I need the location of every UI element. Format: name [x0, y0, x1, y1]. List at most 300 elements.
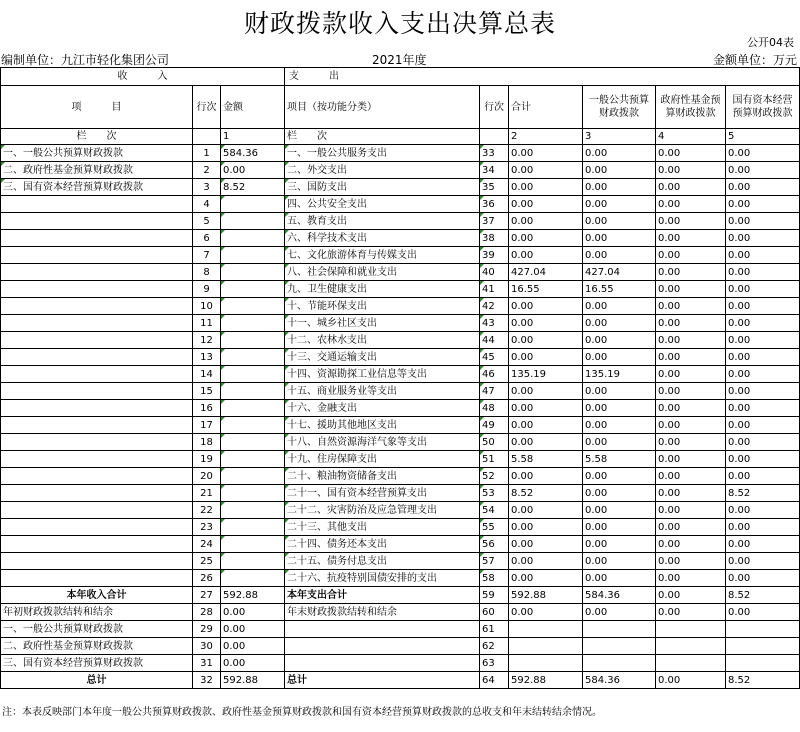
expense-general: 16.55: [583, 281, 656, 298]
income-amount: [221, 434, 285, 451]
income-item: [1, 366, 193, 383]
income-amount: [221, 451, 285, 468]
summary-expense-label: [285, 621, 480, 638]
expense-general: 0.00: [583, 332, 656, 349]
expense-general: 0.00: [583, 536, 656, 553]
income-amount: [221, 298, 285, 315]
expense-gov-fund: 0.00: [656, 298, 726, 315]
income-item: [1, 264, 193, 281]
table-row: [1, 485, 800, 502]
table-row: [1, 213, 800, 230]
expense-item: 四、公共安全支出: [285, 196, 480, 213]
expense-state-capital: 0.00: [726, 570, 800, 587]
summary-empty: [656, 655, 726, 672]
income-item: [1, 298, 193, 315]
expense-item: 三、国防支出: [285, 179, 480, 196]
expense-gov-fund: 0.00: [656, 332, 726, 349]
income-item: [1, 349, 193, 366]
expense-row-no: 53: [480, 485, 509, 502]
row-no-header: 行次: [193, 86, 221, 129]
summary-row-no: 27: [193, 587, 221, 604]
expense-item: 十九、住房保障支出: [285, 451, 480, 468]
expense-item: 七、文化旅游体育与传媒支出: [285, 247, 480, 264]
expense-gov-fund: 0.00: [656, 434, 726, 451]
expense-gov-fund: 0.00: [656, 383, 726, 400]
summary-total: 0.00: [509, 604, 583, 621]
table-row: [1, 162, 800, 179]
expense-total: 0.00: [509, 247, 583, 264]
expense-state-capital: 0.00: [726, 434, 800, 451]
expense-general: 135.19: [583, 366, 656, 383]
income-item: 一、一般公共预算财政拨款: [1, 145, 193, 162]
summary-empty: [583, 621, 656, 638]
income-amount: [221, 247, 285, 264]
expense-item: 二、外交支出: [285, 162, 480, 179]
summary-amount: 592.88: [221, 672, 285, 689]
expense-total: 0.00: [509, 145, 583, 162]
income-amount: [221, 332, 285, 349]
summary-label: 二、政府性基金预算财政拨款: [1, 638, 193, 655]
summary-label: 年初财政拨款结转和结余: [1, 604, 193, 621]
summary-amount: 0.00: [221, 604, 285, 621]
expense-total: 0.00: [509, 502, 583, 519]
table-row: [1, 434, 800, 451]
table-row: [1, 264, 800, 281]
expense-state-capital: 0.00: [726, 264, 800, 281]
income-amount: [221, 570, 285, 587]
income-item: [1, 468, 193, 485]
expense-total: 0.00: [509, 179, 583, 196]
income-amount: [221, 553, 285, 570]
expense-general: 0.00: [583, 400, 656, 417]
expense-item: 九、卫生健康支出: [285, 281, 480, 298]
expense-general: 0.00: [583, 298, 656, 315]
summary-row-no: 30: [193, 638, 221, 655]
report-info-bar: [0, 50, 800, 66]
summary-expense-row-no: 62: [480, 638, 509, 655]
expense-general: 5.58: [583, 451, 656, 468]
expense-row-no: 34: [480, 162, 509, 179]
income-amount: [221, 264, 285, 281]
expense-state-capital: 0.00: [726, 247, 800, 264]
expense-total: 0.00: [509, 230, 583, 247]
lanci-c5: 5: [726, 129, 800, 145]
income-row-no: 8: [193, 264, 221, 281]
expense-state-capital: 0.00: [726, 162, 800, 179]
summary-expense-row-no: 63: [480, 655, 509, 672]
income-row-no: 22: [193, 502, 221, 519]
table-row: [1, 298, 800, 315]
expense-total: 0.00: [509, 417, 583, 434]
table-row: [1, 417, 800, 434]
expense-gov-fund: 0.00: [656, 264, 726, 281]
expense-row-no: 39: [480, 247, 509, 264]
income-item: [1, 196, 193, 213]
expense-item: 一、一般公共服务支出: [285, 145, 480, 162]
income-item: [1, 451, 193, 468]
income-item: [1, 519, 193, 536]
income-row-no: 12: [193, 332, 221, 349]
summary-empty: [656, 621, 726, 638]
income-amount: [221, 485, 285, 502]
expense-general: 0.00: [583, 485, 656, 502]
income-item: [1, 434, 193, 451]
summary-gov-fund: 0.00: [656, 587, 726, 604]
expense-state-capital: 0.00: [726, 315, 800, 332]
summary-empty: [726, 638, 800, 655]
expense-row-no: 41: [480, 281, 509, 298]
expense-gov-fund: 0.00: [656, 400, 726, 417]
summary-amount: 592.88: [221, 587, 285, 604]
income-amount: [221, 400, 285, 417]
income-amount: [221, 230, 285, 247]
expense-gov-fund: 0.00: [656, 179, 726, 196]
expense-gov-fund: 0.00: [656, 451, 726, 468]
summary-row-no: 32: [193, 672, 221, 689]
income-amount: 584.36: [221, 145, 285, 162]
report-title: 财政拨款收入支出决算总表: [243, 9, 556, 38]
expense-row-no: 44: [480, 332, 509, 349]
expense-row-no: 38: [480, 230, 509, 247]
expense-gov-fund: 0.00: [656, 349, 726, 366]
income-row-no: 15: [193, 383, 221, 400]
summary-empty: [509, 638, 583, 655]
table-row: [1, 315, 800, 332]
expense-total: 0.00: [509, 400, 583, 417]
expense-general: 0.00: [583, 230, 656, 247]
income-amount: [221, 315, 285, 332]
summary-empty: [509, 655, 583, 672]
expense-total: 0.00: [509, 162, 583, 179]
expense-general: 0.00: [583, 145, 656, 162]
income-row-no: 2: [193, 162, 221, 179]
expense-total: 0.00: [509, 434, 583, 451]
expense-gov-fund: 0.00: [656, 553, 726, 570]
income-row-no: 20: [193, 468, 221, 485]
expense-item: 二十、粮油物资储备支出: [285, 468, 480, 485]
summary-amount: 0.00: [221, 638, 285, 655]
expense-state-capital: 0.00: [726, 536, 800, 553]
summary-state-capital: 8.52: [726, 587, 800, 604]
summary-empty: [509, 621, 583, 638]
general-budget-header: 一般公共预算财政拨款: [583, 86, 656, 129]
expense-gov-fund: 0.00: [656, 519, 726, 536]
summary-total: 592.88: [509, 672, 583, 689]
income-item: [1, 213, 193, 230]
item-func-header: 项目（按功能分类）: [285, 86, 480, 129]
income-amount: [221, 417, 285, 434]
expense-total: 16.55: [509, 281, 583, 298]
table-row: [1, 570, 800, 587]
summary-expense-label: 总计: [285, 672, 480, 689]
summary-general: 0.00: [583, 604, 656, 621]
expense-row-no: 48: [480, 400, 509, 417]
summary-total: 592.88: [509, 587, 583, 604]
expense-row-no: 36: [480, 196, 509, 213]
fiscal-year: 2021年度: [372, 53, 427, 67]
income-item: [1, 247, 193, 264]
income-amount: [221, 349, 285, 366]
expense-row-no: 35: [480, 179, 509, 196]
table-row: [1, 553, 800, 570]
gov-fund-header: 政府性基金预算财政拨款: [656, 86, 726, 129]
income-amount: [221, 213, 285, 230]
expense-state-capital: 0.00: [726, 145, 800, 162]
income-amount: 8.52: [221, 179, 285, 196]
expense-total: 0.00: [509, 298, 583, 315]
expense-general: 0.00: [583, 196, 656, 213]
summary-expense-label: [285, 655, 480, 672]
expense-total: 0.00: [509, 570, 583, 587]
summary-row-year-income: [1, 587, 800, 604]
expense-state-capital: 0.00: [726, 230, 800, 247]
income-amount: [221, 383, 285, 400]
expense-item: 八、社会保障和就业支出: [285, 264, 480, 281]
expense-item: 二十三、其他支出: [285, 519, 480, 536]
expense-general: 0.00: [583, 383, 656, 400]
expense-row-no: 56: [480, 536, 509, 553]
expense-item: 六、科学技术支出: [285, 230, 480, 247]
summary-general: 584.36: [583, 587, 656, 604]
expense-row-no: 50: [480, 434, 509, 451]
expense-general: 0.00: [583, 519, 656, 536]
table-row: [1, 349, 800, 366]
expense-total: 0.00: [509, 315, 583, 332]
expense-general: 0.00: [583, 570, 656, 587]
form-code: 公开04表: [747, 36, 794, 49]
summary-gov-fund: 0.00: [656, 672, 726, 689]
expense-item: 十六、金融支出: [285, 400, 480, 417]
lanci-empty-2: [480, 129, 509, 145]
row-no2-header: 行次: [480, 86, 509, 129]
expense-gov-fund: 0.00: [656, 281, 726, 298]
income-amount: [221, 502, 285, 519]
expense-general: 0.00: [583, 434, 656, 451]
expense-state-capital: 0.00: [726, 349, 800, 366]
expense-gov-fund: 0.00: [656, 247, 726, 264]
summary-row-c2: [1, 638, 800, 655]
expense-row-no: 55: [480, 519, 509, 536]
table-row: [1, 179, 800, 196]
expense-item: 十八、自然资源海洋气象等支出: [285, 434, 480, 451]
expense-item: 五、教育支出: [285, 213, 480, 230]
expense-total: 135.19: [509, 366, 583, 383]
income-row-no: 3: [193, 179, 221, 196]
expense-total: 0.00: [509, 349, 583, 366]
expense-item: 二十四、债务还本支出: [285, 536, 480, 553]
income-row-no: 18: [193, 434, 221, 451]
table-row: [1, 502, 800, 519]
summary-row-no: 28: [193, 604, 221, 621]
lanci-empty: [193, 129, 221, 145]
expense-gov-fund: 0.00: [656, 145, 726, 162]
summary-empty: [583, 655, 656, 672]
expense-state-capital: 0.00: [726, 417, 800, 434]
income-row-no: 9: [193, 281, 221, 298]
summary-empty: [726, 621, 800, 638]
income-row-no: 6: [193, 230, 221, 247]
summary-label: 总计: [1, 672, 193, 689]
income-item: [1, 536, 193, 553]
summary-empty: [726, 655, 800, 672]
summary-empty: [656, 638, 726, 655]
expense-state-capital: 0.00: [726, 468, 800, 485]
expense-gov-fund: 0.00: [656, 230, 726, 247]
expense-gov-fund: 0.00: [656, 485, 726, 502]
lanci-c3: 3: [583, 129, 656, 145]
expense-row-no: 49: [480, 417, 509, 434]
expense-item: 十三、交通运输支出: [285, 349, 480, 366]
income-amount: 0.00: [221, 162, 285, 179]
expense-total: 427.04: [509, 264, 583, 281]
table-row: [1, 247, 800, 264]
expense-state-capital: 0.00: [726, 196, 800, 213]
income-row-no: 5: [193, 213, 221, 230]
summary-label: 一、一般公共预算财政拨款: [1, 621, 193, 638]
income-row-no: 14: [193, 366, 221, 383]
expense-gov-fund: 0.00: [656, 196, 726, 213]
summary-expense-label: 本年支出合计: [285, 587, 480, 604]
expense-general: 0.00: [583, 315, 656, 332]
summary-row-c1: [1, 621, 800, 638]
lanci-label: 栏 次: [1, 129, 193, 145]
income-item: [1, 383, 193, 400]
table-row: [1, 145, 800, 162]
table-row: [1, 196, 800, 213]
income-amount: [221, 468, 285, 485]
income-row-no: 21: [193, 485, 221, 502]
expense-gov-fund: 0.00: [656, 213, 726, 230]
summary-amount: 0.00: [221, 655, 285, 672]
expense-item: 十五、商业服务业等支出: [285, 383, 480, 400]
summary-expense-row-no: 59: [480, 587, 509, 604]
summary-row-no: 31: [193, 655, 221, 672]
income-row-no: 17: [193, 417, 221, 434]
expense-total: 0.00: [509, 519, 583, 536]
income-item: 二、政府性基金预算财政拨款: [1, 162, 193, 179]
summary-label: 三、国有资本经营预算财政拨款: [1, 655, 193, 672]
income-item: [1, 230, 193, 247]
table-row: [1, 230, 800, 247]
expense-general: 0.00: [583, 179, 656, 196]
income-row-no: 1: [193, 145, 221, 162]
summary-expense-row-no: 61: [480, 621, 509, 638]
income-row-no: 13: [193, 349, 221, 366]
expense-total: 0.00: [509, 213, 583, 230]
lanci-c1: 1: [221, 129, 285, 145]
income-item: [1, 417, 193, 434]
expense-gov-fund: 0.00: [656, 570, 726, 587]
summary-expense-row-no: 60: [480, 604, 509, 621]
expense-row-no: 42: [480, 298, 509, 315]
expense-gov-fund: 0.00: [656, 366, 726, 383]
expense-item: 十、节能环保支出: [285, 298, 480, 315]
income-row-no: 11: [193, 315, 221, 332]
total-header: 合计: [509, 86, 583, 129]
summary-row-grand: [1, 672, 800, 689]
expense-item: 十四、资源勘探工业信息等支出: [285, 366, 480, 383]
expense-total: 0.00: [509, 196, 583, 213]
summary-row-c3: [1, 655, 800, 672]
expense-total: 5.58: [509, 451, 583, 468]
expense-state-capital: 0.00: [726, 383, 800, 400]
income-item: [1, 332, 193, 349]
expense-item: 二十二、灾害防治及应急管理支出: [285, 502, 480, 519]
expense-row-no: 33: [480, 145, 509, 162]
income-row-no: 23: [193, 519, 221, 536]
income-amount: [221, 519, 285, 536]
expense-state-capital: 8.52: [726, 485, 800, 502]
expense-total: 8.52: [509, 485, 583, 502]
expense-gov-fund: 0.00: [656, 536, 726, 553]
income-item: [1, 570, 193, 587]
expense-item: 十一、城乡社区支出: [285, 315, 480, 332]
expense-general: 0.00: [583, 162, 656, 179]
summary-row-carry-begin: [1, 604, 800, 621]
income-item: [1, 315, 193, 332]
expense-state-capital: 0.00: [726, 179, 800, 196]
table-row: [1, 332, 800, 349]
expense-general: 427.04: [583, 264, 656, 281]
expense-state-capital: 0.00: [726, 502, 800, 519]
summary-gov-fund: 0.00: [656, 604, 726, 621]
expense-state-capital: 0.00: [726, 366, 800, 383]
expense-row-no: 46: [480, 366, 509, 383]
income-item: [1, 281, 193, 298]
income-item: [1, 485, 193, 502]
expense-state-capital: 0.00: [726, 281, 800, 298]
expense-gov-fund: 0.00: [656, 162, 726, 179]
expense-row-no: 45: [480, 349, 509, 366]
expense-item: 二十六、抗疫特别国债安排的支出: [285, 570, 480, 587]
table-row: [1, 400, 800, 417]
expense-item: 二十五、债务付息支出: [285, 553, 480, 570]
expense-general: 0.00: [583, 213, 656, 230]
income-amount: [221, 196, 285, 213]
income-amount: [221, 281, 285, 298]
income-row-no: 10: [193, 298, 221, 315]
income-row-no: 7: [193, 247, 221, 264]
expense-general: 0.00: [583, 417, 656, 434]
income-row-no: 25: [193, 553, 221, 570]
expense-row-no: 40: [480, 264, 509, 281]
org-label: 编制单位：九江市轻化集团公司: [1, 53, 170, 67]
expense-state-capital: 0.00: [726, 213, 800, 230]
lanci-label-2: 栏 次: [285, 129, 480, 145]
table-row: [1, 468, 800, 485]
item-header: 项 目: [1, 86, 193, 129]
expense-state-capital: 0.00: [726, 400, 800, 417]
expense-row-no: 47: [480, 383, 509, 400]
expense-item: 二十一、国有资本经营预算支出: [285, 485, 480, 502]
expense-item: 十七、援助其他地区支出: [285, 417, 480, 434]
expense-header: 支 出: [285, 68, 800, 86]
expense-item: 十二、农林水支出: [285, 332, 480, 349]
summary-general: 584.36: [583, 672, 656, 689]
expense-row-no: 58: [480, 570, 509, 587]
expense-total: 0.00: [509, 332, 583, 349]
column-header-row: [1, 86, 800, 129]
expense-gov-fund: 0.00: [656, 417, 726, 434]
income-row-no: 16: [193, 400, 221, 417]
expense-general: 0.00: [583, 502, 656, 519]
income-row-no: 26: [193, 570, 221, 587]
expense-row-no: 37: [480, 213, 509, 230]
income-item: [1, 502, 193, 519]
expense-row-no: 43: [480, 315, 509, 332]
expense-state-capital: 0.00: [726, 332, 800, 349]
footnote: 注：本表反映部门本年度一般公共预算财政拨款、政府性基金预算财政拨款和国有资本经营预算财政拨款的总收支和年末结转结余情况。: [2, 707, 602, 718]
